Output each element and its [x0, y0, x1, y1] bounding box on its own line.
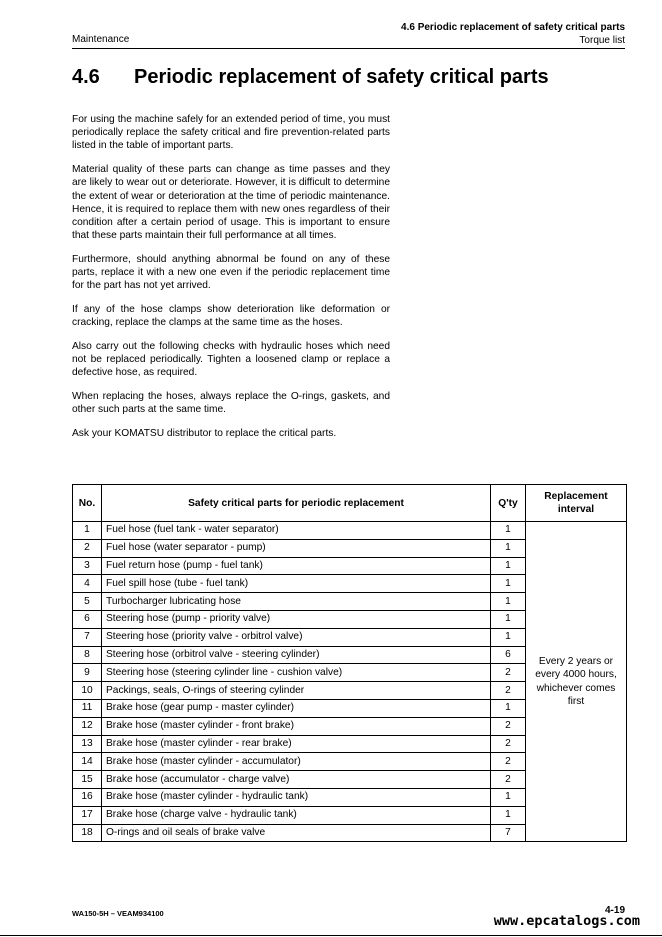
header-no: No. — [73, 485, 102, 522]
header-part: Safety critical parts for periodic replacement — [102, 485, 491, 522]
row-number: 8 — [73, 646, 102, 664]
row-qty: 1 — [491, 788, 526, 806]
row-part: Brake hose (accumulator - charge valve) — [102, 771, 491, 789]
row-number: 1 — [73, 522, 102, 540]
watermark: www.epcatalogs.com — [493, 913, 640, 929]
row-number: 18 — [73, 824, 102, 842]
paragraph: Ask your KOMATSU distributor to replace the critical parts. — [72, 427, 337, 439]
row-part: Brake hose (master cylinder - hydraulic tank) — [102, 788, 491, 806]
row-part: Steering hose (pump - priority valve) — [102, 610, 491, 628]
header-section-name: Maintenance — [72, 34, 130, 45]
row-qty: 1 — [491, 557, 526, 575]
paragraph: If any of the hose clamps show deterioration like deformation or cracking, replace the clamps at the same time as the hoses. — [72, 303, 390, 329]
header-subtitle: Torque list — [579, 35, 625, 46]
row-qty: 1 — [491, 593, 526, 611]
row-number: 13 — [73, 735, 102, 753]
row-part: Turbocharger lubricating hose — [102, 593, 491, 611]
row-part: Fuel hose (water separator - pump) — [102, 539, 491, 557]
bottom-rule — [0, 935, 662, 936]
row-qty: 2 — [491, 753, 526, 771]
page-title — [72, 66, 549, 89]
row-number: 9 — [73, 664, 102, 682]
row-part: Fuel spill hose (tube - fuel tank) — [102, 575, 491, 593]
row-number: 11 — [73, 699, 102, 717]
row-part: Fuel return hose (pump - fuel tank) — [102, 557, 491, 575]
row-number: 14 — [73, 753, 102, 771]
row-part: Brake hose (master cylinder - front brake) — [102, 717, 491, 735]
paragraph: Material quality of these parts can change as time passes and they are likely to wear out or deteriorate. However, it is difficult to determine the extent of wear or deterioration at the time of periodic maintenance. Hence, it is required to replace them with new ones regardless of their condition after a certain period of usage. This is important to ensure that these parts maintain their full performance at all times. — [72, 164, 390, 242]
header-right — [401, 21, 625, 47]
row-qty: 1 — [491, 575, 526, 593]
paragraph: When replacing the hoses, always replace the O-rings, gaskets, and other such parts at the same time. — [72, 390, 390, 416]
header-qty: Q'ty — [491, 485, 526, 522]
header-section-title: 4.6 Periodic replacement of safety critical parts — [401, 22, 625, 33]
row-part: Brake hose (master cylinder - rear brake) — [102, 735, 491, 753]
row-part: Brake hose (master cylinder - accumulator) — [102, 753, 491, 771]
row-part: Steering hose (orbitrol valve - steering cylinder) — [102, 646, 491, 664]
row-number: 2 — [73, 539, 102, 557]
row-qty: 2 — [491, 682, 526, 700]
row-number: 6 — [73, 610, 102, 628]
row-part: Packings, seals, O-rings of steering cylinder — [102, 682, 491, 700]
row-qty: 1 — [491, 539, 526, 557]
section-number: 4.6 — [72, 66, 100, 88]
row-number: 16 — [73, 788, 102, 806]
row-part: Steering hose (steering cylinder line - cushion valve) — [102, 664, 491, 682]
paragraph: For using the machine safely for an extended period of time, you must periodically replace the safety critical and fire prevention-related parts listed in the table of important parts. — [72, 114, 390, 152]
body-text — [72, 113, 390, 451]
section-title-text: Periodic replacement of safety critical parts — [134, 66, 549, 88]
row-qty: 2 — [491, 664, 526, 682]
row-qty: 2 — [491, 735, 526, 753]
row-part: Brake hose (charge valve - hydraulic tank) — [102, 806, 491, 824]
paragraph: Also carry out the following checks with hydraulic hoses which need not be replaced periodically. Tighten a loosened clamp or replace a defective hose, as required. — [72, 340, 390, 379]
replacement-interval: Every 2 years or every 4000 hours, whichever comes first — [526, 522, 627, 842]
table-row — [73, 522, 627, 540]
footer-model: WA150-5H – VEAM934100 — [72, 909, 164, 918]
page-number: 4-19 — [604, 905, 625, 916]
row-qty: 1 — [491, 522, 526, 540]
row-number: 12 — [73, 717, 102, 735]
row-part: Fuel hose (fuel tank - water separator) — [102, 522, 491, 540]
table-header-row — [73, 485, 627, 522]
row-part: O-rings and oil seals of brake valve — [102, 824, 491, 842]
row-qty: 1 — [491, 610, 526, 628]
row-qty: 1 — [491, 699, 526, 717]
row-part: Steering hose (priority valve - orbitrol valve) — [102, 628, 491, 646]
row-number: 5 — [73, 593, 102, 611]
row-qty: 2 — [491, 717, 526, 735]
row-qty: 2 — [491, 771, 526, 789]
header-rule — [72, 48, 625, 49]
row-number: 17 — [73, 806, 102, 824]
row-part: Brake hose (gear pump - master cylinder) — [102, 699, 491, 717]
row-qty: 1 — [491, 628, 526, 646]
row-qty: 6 — [491, 646, 526, 664]
row-number: 15 — [73, 771, 102, 789]
row-number: 10 — [73, 682, 102, 700]
row-qty: 1 — [491, 806, 526, 824]
header-interval: Replacement interval — [526, 485, 627, 522]
paragraph: Furthermore, should anything abnormal be found on any of these parts, replace it with a new one even if the periodic replacement time for the part has not yet arrived. — [72, 253, 390, 292]
parts-table — [72, 484, 627, 842]
row-number: 7 — [73, 628, 102, 646]
row-number: 3 — [73, 557, 102, 575]
table-body — [73, 522, 627, 842]
row-number: 4 — [73, 575, 102, 593]
row-qty: 7 — [491, 824, 526, 842]
